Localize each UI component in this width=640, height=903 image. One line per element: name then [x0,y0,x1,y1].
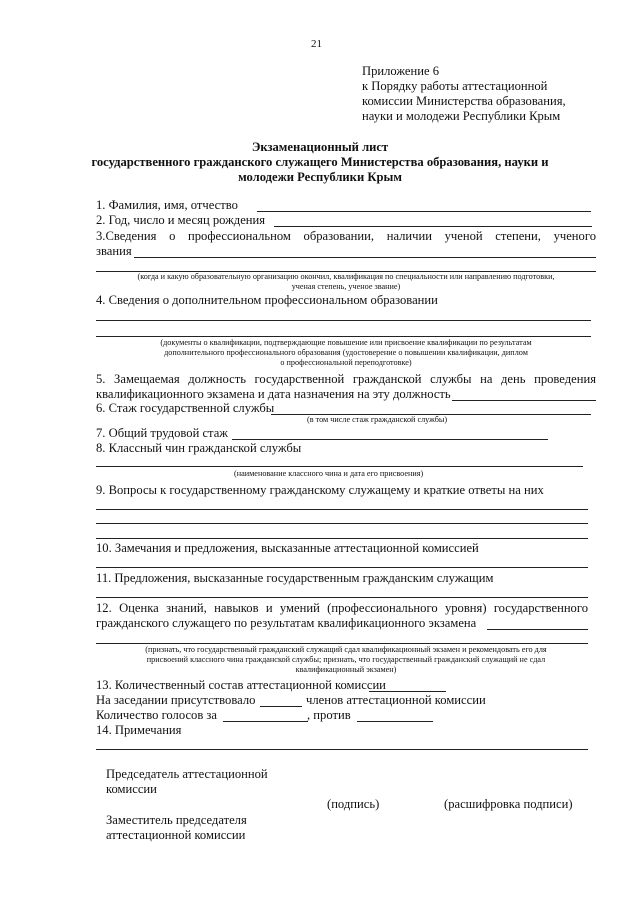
field-3-label-line-1: 3.Сведения о профессиональном образовании, наличии ученой степени, ученого [96,229,596,243]
document-title: Экзаменационный лист [251,140,389,154]
field-9-line-2[interactable] [96,523,588,524]
appendix-line-4: науки и молодежи Республики Крым [362,109,561,123]
field-9-line-3[interactable] [96,538,588,539]
appendix-line-1: Приложение 6 [362,64,440,78]
field-1-label: 1. Фамилия, имя, отчество [96,198,238,212]
chair-label-2: комиссии [106,782,157,796]
field-12-note-2: присвоений классного чина гражданской службы; признать, что государственный гражданский служащий не сдал [146,655,546,664]
field-4-note-2: дополнительного профессионального образования (удостоверение о повышении квалификации, диплом [164,348,528,357]
field-1-line[interactable] [257,211,591,212]
votes-against-line[interactable] [357,721,433,722]
document-subtitle-2: молодежи Республики Крым [238,170,402,184]
attendance-label: На заседании присутствовало [96,693,256,707]
votes-against-label: , против [307,708,351,722]
field-5-line[interactable] [452,400,596,401]
field-3-note-2: ученая степень, ученое звание) [291,282,401,291]
field-14-line[interactable] [96,749,588,750]
signature-caption: (подпись) [327,797,380,811]
field-11-line[interactable] [96,597,588,598]
field-14-label: 14. Примечания [96,723,182,737]
field-8-line[interactable] [96,466,583,467]
attendance-label-suffix: членов аттестационной комиссии [306,693,486,707]
field-7-label: 7. Общий трудовой стаж [96,426,229,440]
field-2-line[interactable] [274,226,592,227]
field-3-note-1: (когда и какую образовательную организацию окончил, квалификация по специальности или направлению подготовки, [137,272,555,281]
field-6-note: (в том числе стаж гражданской службы) [307,415,448,424]
field-4-line-2[interactable] [96,336,591,337]
field-6-label: 6. Стаж государственной службы [96,401,275,415]
field-10-line[interactable] [96,567,588,568]
document-subtitle-1: государственного гражданского служащего Министерства образования, науки и [91,155,549,169]
field-12-note-3: квалификационный экзамен) [295,665,397,674]
field-12-line-2[interactable] [96,643,588,644]
field-4-label: 4. Сведения о дополнительном профессиональном образовании [96,293,438,307]
field-4-line-1[interactable] [96,320,591,321]
field-4-note-3: о профессиональной переподготовке) [280,358,412,367]
chair-label-1: Председатель аттестационной [106,767,268,781]
field-10-label: 10. Замечания и предложения, высказанные аттестационной комиссией [96,541,479,555]
votes-for-label: Количество голосов за [96,708,217,722]
field-12-label-line-1: 12. Оценка знаний, навыков и умений (профессионального уровня) государственного [96,601,588,615]
signature-decode-caption: (расшифровка подписи) [444,797,573,811]
field-3-line-1[interactable] [134,257,596,258]
field-9-label: 9. Вопросы к государственному гражданскому служащему и краткие ответы на них [96,483,544,497]
field-7-line[interactable] [232,439,548,440]
field-5-label-line-2: квалификационного экзамена и дата назначения на эту должность [96,387,451,401]
field-11-label: 11. Предложения, высказанные государственным гражданским служащим [96,571,494,585]
attendance-line[interactable] [260,706,302,707]
field-5-label-line-1: 5. Замещаемая должность государственной гражданской службы на день проведения [96,372,596,386]
field-12-label-line-2: гражданского служащего по результатам квалификационного экзамена [96,616,477,630]
field-8-note: (наименование классного чина и дата его присвоения) [234,469,424,478]
field-9-line-1[interactable] [96,509,588,510]
field-3-label-line-2: звания [96,244,132,258]
votes-for-line[interactable] [223,721,308,722]
field-13-label: 13. Количественный состав аттестационной комиссии [96,678,386,692]
appendix-line-2: к Порядку работы аттестационной [362,79,548,93]
field-2-label: 2. Год, число и месяц рождения [96,213,266,227]
appendix-line-3: комиссии Министерства образования, [362,94,566,108]
field-12-note-1: (признать, что государственный гражданский служащий сдал квалификационный экзамен и рекомендовать его для [145,645,547,654]
field-8-label: 8. Классный чин гражданской службы [96,441,302,455]
field-12-line-1[interactable] [487,629,588,630]
deputy-label-2: аттестационной комиссии [106,828,246,842]
deputy-label-1: Заместитель председателя [106,813,247,827]
field-13-line[interactable] [369,691,446,692]
field-4-note-1: (документы о квалификации, подтверждающие повышение или присвоение квалификации по результатам [160,338,532,347]
page-number: 21 [311,38,322,50]
